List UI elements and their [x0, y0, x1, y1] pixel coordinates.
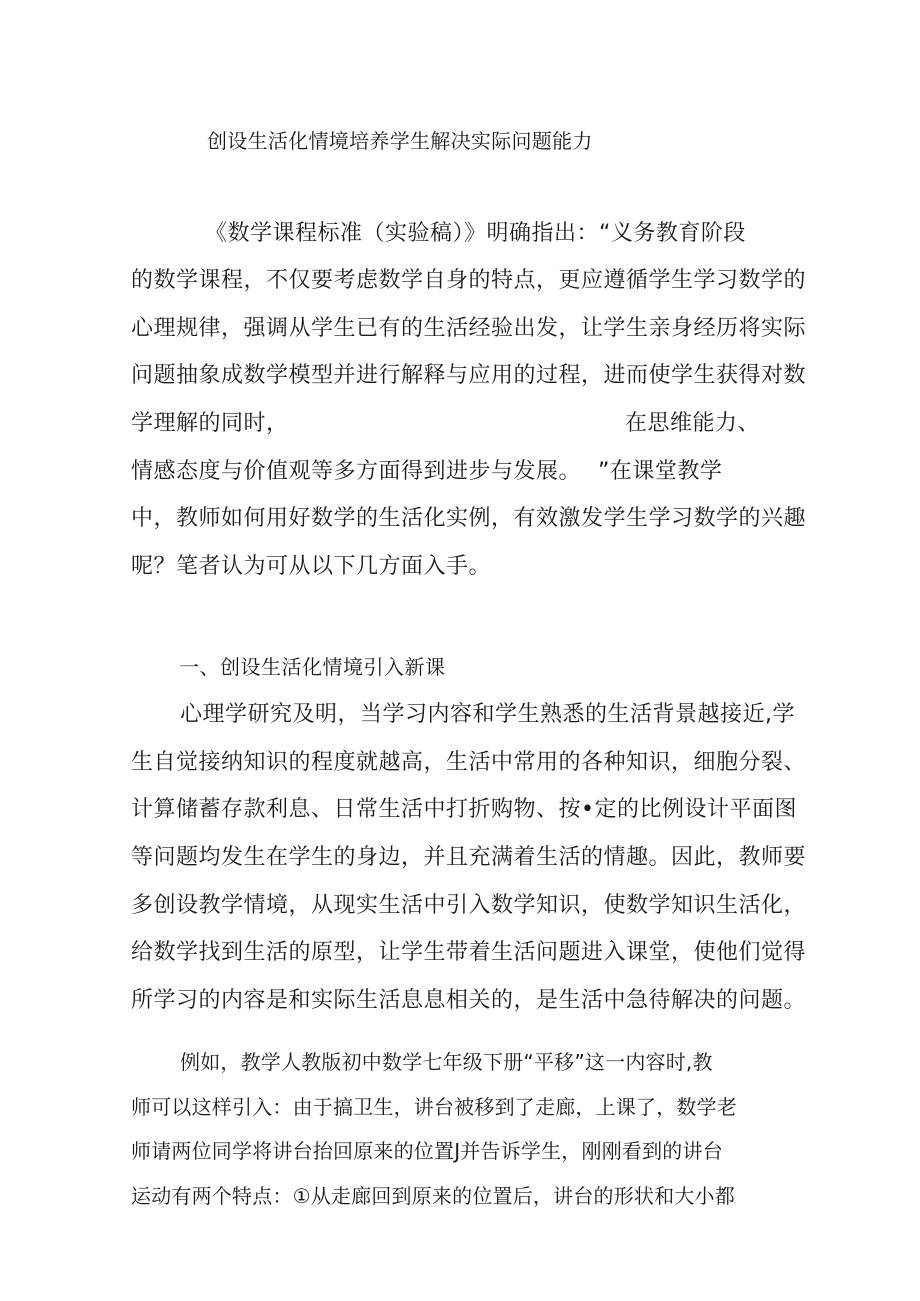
section-1-line-5: 多创设教学情境，从现实生活中引入数学知识，使数学知识生活化，	[131, 893, 807, 918]
intro-line-5b: 在思维能力、	[625, 411, 761, 436]
example-line-3: 师请两位同学将讲台抬回原来的位置J并告诉学生，刚刚看到的讲台	[131, 1139, 723, 1163]
section-1-line-4: 等问题均发生在学生的身边，并且充满着生活的情趣。因此，教师要	[131, 845, 807, 870]
section-1-line-7: 所学习的内容是和实际生活息息相关的，是生活中急待解决的问题。	[131, 988, 807, 1013]
intro-line-8: 呢？笔者认为可从以下几方面入手。	[131, 554, 492, 579]
example-line-2: 师可以这样引入：由于搞卫生，讲台被移到了走廊，上课了，数学老	[131, 1095, 737, 1119]
document-title: 创设生活化情境培养学生解决实际问题能力	[207, 129, 593, 153]
intro-line-4: 问题抽象成数学模型并进行解释与应用的过程，进而使学生获得对数	[131, 363, 807, 388]
section-1-heading: 一、创设生活化情境引入新课	[179, 655, 446, 679]
intro-line-6a: 情感态度与价值观等多方面得到进步与发展。	[131, 459, 582, 484]
intro-line-6b: ”在课堂教学	[598, 459, 723, 484]
intro-line-3: 心理规律，强调从学生已有的生活经验出发，让学生亲身经历将实际	[131, 316, 807, 341]
intro-line-1: 《数学课程标准（实验稿）》明确指出：“义务教育阶段	[205, 221, 746, 246]
section-1-line-2: 生自觉接纳知识的程度就越高，生活中常用的各种知识，细胞分裂、	[131, 750, 807, 775]
intro-line-2: 的数学课程，不仅要考虑数学自身的特点，更应遵循学生学习数学的	[131, 268, 807, 293]
section-1-line-1: 心理学研究及明，当学习内容和学生熟悉的生活背景越接近,学	[180, 702, 795, 727]
intro-line-5a: 学理解的同时，	[131, 411, 289, 436]
section-1-line-6: 给数学找到生活的原型，让学生带着生活问题进入课堂，使他们觉得	[131, 940, 807, 965]
example-line-4: 运动有两个特点：①从走廊回到原来的位置后，讲台的形状和大小都	[131, 1184, 735, 1208]
intro-line-7: 中，教师如何用好数学的生活化实例，有效激发学生学习数学的兴趣	[131, 506, 807, 531]
section-1-line-3: 计算储蓄存款利息、日常生活中打折购物、按•定的比例设计平面图	[131, 797, 797, 822]
example-line-1: 例如，教学人教版初中数学七年级下册“平移”这一内容时,教	[180, 1050, 713, 1074]
